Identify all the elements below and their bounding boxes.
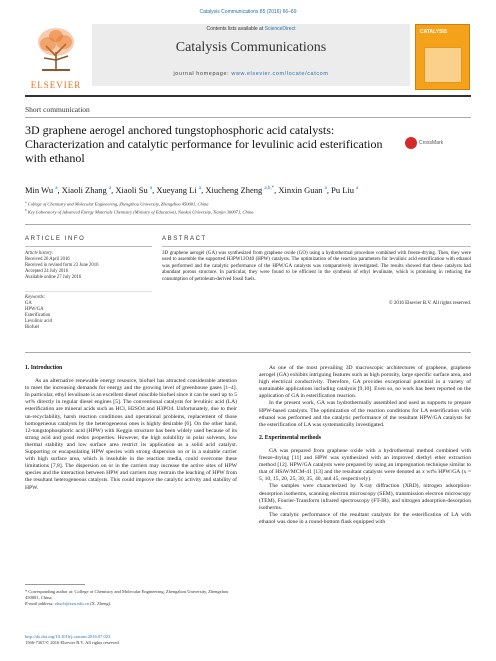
- email-suffix: (X. Zheng).: [88, 600, 112, 606]
- crossmark-badge[interactable]: [405, 137, 465, 151]
- divider: [25, 224, 471, 225]
- author-name[interactable]: Pu Liu: [331, 185, 357, 195]
- email-link[interactable]: zhxch@zzu.edu.cn: [54, 600, 89, 606]
- elsevier-logo[interactable]: [26, 24, 86, 90]
- history-item: Received 26 April 2016: [25, 257, 70, 262]
- author-affiliation-marker: a: [149, 186, 153, 192]
- cover-title: CATALYSIS: [420, 29, 448, 35]
- affiliation-text: College of Chemistry and Molecular Engineering, Zhengzhou University, Zhengzhou 450001, China: [27, 201, 209, 207]
- author-affiliation-marker: a: [324, 186, 327, 192]
- article-type: Short communication: [25, 105, 90, 114]
- author-affiliation-marker: a,b,*: [264, 186, 275, 192]
- author-name[interactable]: Xiaoli Su: [115, 185, 150, 195]
- author-name[interactable]: Xueyang Li: [156, 185, 199, 195]
- journal-title: Catalysis Communications: [175, 40, 327, 55]
- author-affiliation-marker: a: [198, 186, 202, 192]
- paragraph: As an alternative renewable energy resource, biofuel has attracted considerable attention to meet the increasing demands for energy and the growing level of greenhouse gases [1–4]. In particular, ethyl levulinate is an excellent diesel miscible biofuel since it can be used up to 5 wt% directly in regular diesel engines [5]. The conventional catalysts for levulinic acid (LA) esterification are mineral acids such as HCl, H2SO4 and H3PO4. Unfortunately, due to their un-recyclability, harsh reaction conditions and operational problems, replacement of those homogeneous catalysts by the heterogeneous ones is highly desirable [6]. On the other hand, 12-tungstophosphoric acid (HPW) with Keggin structure has been widely used because of its strong acid and good redox properties. However, the high solubility in polar solvents, low thermal stability and low surface area restrict its application as a solid acid catalyst. Supporting or encapsulating HPW species with strong dispersion on or in a suitable carrier with high surface area, which is insoluble in the reaction media, could overcome these limitations [7,8]. The dispersion on or in the carriers may increase the active sites of HPW species and the interaction between HPW and carriers may restrain the leaching of HPW from the resultant heterogeneous catalysts. This could improve the catalytic activity and stability of HPW.: [25, 378, 237, 491]
- article-info-heading: ARTICLE INFO: [25, 236, 86, 242]
- author-affiliation-marker: a: [356, 186, 359, 192]
- contents-prefix: Contents lists available at: [206, 26, 265, 32]
- email-line: [25, 601, 237, 607]
- corresponding-author-note: * Corresponding author at: College of Chemistry and Molecular Engineering, Zhengzhou University, Zhengzhou 450001, China.: [25, 589, 229, 600]
- affiliation-marker: b: [25, 208, 27, 212]
- paragraph: As one of the most prevailing 3D macroscopic architectures of graphene, graphene aerogel (GA) exhibits intriguing features such as high porosity, large specific surface area, and high electrical conductivity. Therefore, GA provides exceptional potential in a variety of sustainable applications including catalysis [9,10]. Even so, no work has been reported on the application of GA in esterification reaction.: [259, 365, 471, 400]
- history-item: Accepted 24 July 2016: [25, 269, 69, 274]
- body-column-right: [259, 365, 471, 526]
- corresponding-footnote: [25, 589, 237, 606]
- crossmark-label: CrossMark: [419, 140, 444, 146]
- affiliation-b: [25, 208, 471, 215]
- journal-cover[interactable]: [415, 24, 470, 90]
- paragraph: The samples were characterized by X-ray diffraction (XRD), nitrogen adsorption-desorption isotherms, scanning electron microscopy (SEM), transmission electron microscopy (TEM), Fourier-Transform infrared spectroscopy (FT-IR), and nitrogen adsorption-desorption isotherms.: [259, 483, 471, 511]
- journal-reference[interactable]: Catalysis Communications 85 (2016) 66–69: [199, 9, 297, 15]
- paragraph: The catalytic performance of the resultant catalysts for the esterification of LA with ethanol was done in a round-bottom flask equipped with: [259, 511, 471, 525]
- issn-line: 1566-7367/© 2016 Elsevier B.V. All rights reserved.: [25, 640, 120, 645]
- divider: [162, 246, 471, 247]
- sciencedirect-link[interactable]: ScienceDirect: [264, 26, 296, 32]
- doi-block: [25, 634, 237, 646]
- author-affiliation-marker: a: [108, 186, 112, 192]
- doi-link[interactable]: http://dx.doi.org/10.1016/j.catcom.2016.07.023: [25, 634, 111, 639]
- body-column-left: [25, 365, 237, 492]
- homepage-link[interactable]: www.elsevier.com/locate/catcom: [231, 71, 329, 77]
- affiliation-a: [25, 200, 471, 207]
- abstract-heading: ABSTRACT: [162, 236, 207, 242]
- divider: [25, 246, 152, 247]
- author-name[interactable]: Xiaoli Zhang: [61, 185, 109, 195]
- abstract-text: 3D graphene aerogel (GA) was synthesized from graphene oxide (GO) using a hydrothermal procedure combined with freeze-drying. Then, they were used to assemble the supported H3PW12O40 (HPW) catalysts. The optimization of the reaction parameters for levulinic acid esterification with ethanol was performed and the catalytic performance of the HPW/GA catalysts was comparatively investigated. The results showed that these catalysts had abundant porous structure. In particular, they were found to be efficient in the synthesis of ethyl levulinate, which is promising in reducing the consumption of petroleum-derived fossil fuels.: [162, 251, 471, 282]
- keyword: Esterification: [25, 313, 51, 318]
- author-name[interactable]: Xiucheng Zheng: [205, 185, 265, 195]
- article-title: 3D graphene aerogel anchored tungstophosphoric acid catalysts: Characterization and catalytic performance for levulinic acid esterification with ethanol: [25, 123, 383, 165]
- divider: [25, 291, 152, 292]
- history-label: Article history:: [25, 251, 54, 256]
- divider: [25, 117, 471, 118]
- elsevier-wordmark: ELSEVIER: [30, 80, 82, 90]
- elsevier-tree-icon: [32, 24, 80, 74]
- divider: [25, 352, 471, 353]
- journal-homepage: [92, 71, 410, 77]
- footnote-rule: [25, 584, 85, 585]
- paragraph: In the present work, GA was hydrothermally assembled and used as supports to prepare HPW-based catalysts. The optimization of the reaction conditions for LA esterification with ethanol was performed and the catalytic performance of the resultant HPW/GA catalysts for the esterification of LA was systematically investigated.: [259, 400, 471, 428]
- keyword: HPW/GA: [25, 307, 44, 312]
- keyword: Biofuel: [25, 325, 40, 330]
- homepage-prefix: journal homepage:: [173, 71, 232, 77]
- history-item: Received in revised form 23 June 2016: [25, 263, 99, 268]
- cover-artwork: [424, 47, 462, 83]
- history-item: Available online 27 July 2016: [25, 275, 82, 280]
- section-heading: 1. Introduction: [25, 365, 63, 371]
- contents-line: [92, 26, 410, 32]
- masthead-rule: [25, 95, 471, 97]
- affiliation-marker: a: [25, 200, 27, 204]
- affiliation-text: Key Laboratory of Advanced Energy Materials Chemistry (Ministry of Education), Nankai University, Tianjin 300071, China: [27, 209, 254, 215]
- author-name[interactable]: Xinxin Guan: [278, 185, 325, 195]
- copyright-notice: © 2016 Elsevier B.V. All rights reserved.: [388, 301, 471, 306]
- author-affiliation-marker: a: [55, 186, 58, 192]
- email-label: E-mail address:: [25, 600, 55, 606]
- keyword: Levulinic acid: [25, 319, 52, 324]
- crossmark-icon: [405, 137, 417, 149]
- section-heading: 2. Experimental methods: [259, 434, 321, 441]
- keywords-label: Keywords:: [25, 295, 46, 300]
- keyword: GA: [25, 301, 32, 306]
- author-name[interactable]: Min Wu: [25, 185, 56, 195]
- author-list: Min Wu $^a$, Xiaoli Zhang $^a$, Xiaoli Su $^a$, Xueyang Li $^a$, Xiucheng Zheng $^{a,b,*}$, Xinxin Guan $^a$, Pu Liu $^a$: [25, 185, 359, 195]
- paragraph: GA was prepared from graphene oxide with a hydrothermal method combined with freeze-drying [11] and HPW was synthesized with an improved diethyl ether extraction method [12]. HPW/GA catalysts were prepared by using an impregnation technique similar to that of HSiW/MCM-41 [13] and the resultant catalysts were denoted as x wt% HPW/GA (x = 5, 10, 15, 20, 25, 30, 35, 40, and 45, respectively).: [259, 447, 471, 483]
